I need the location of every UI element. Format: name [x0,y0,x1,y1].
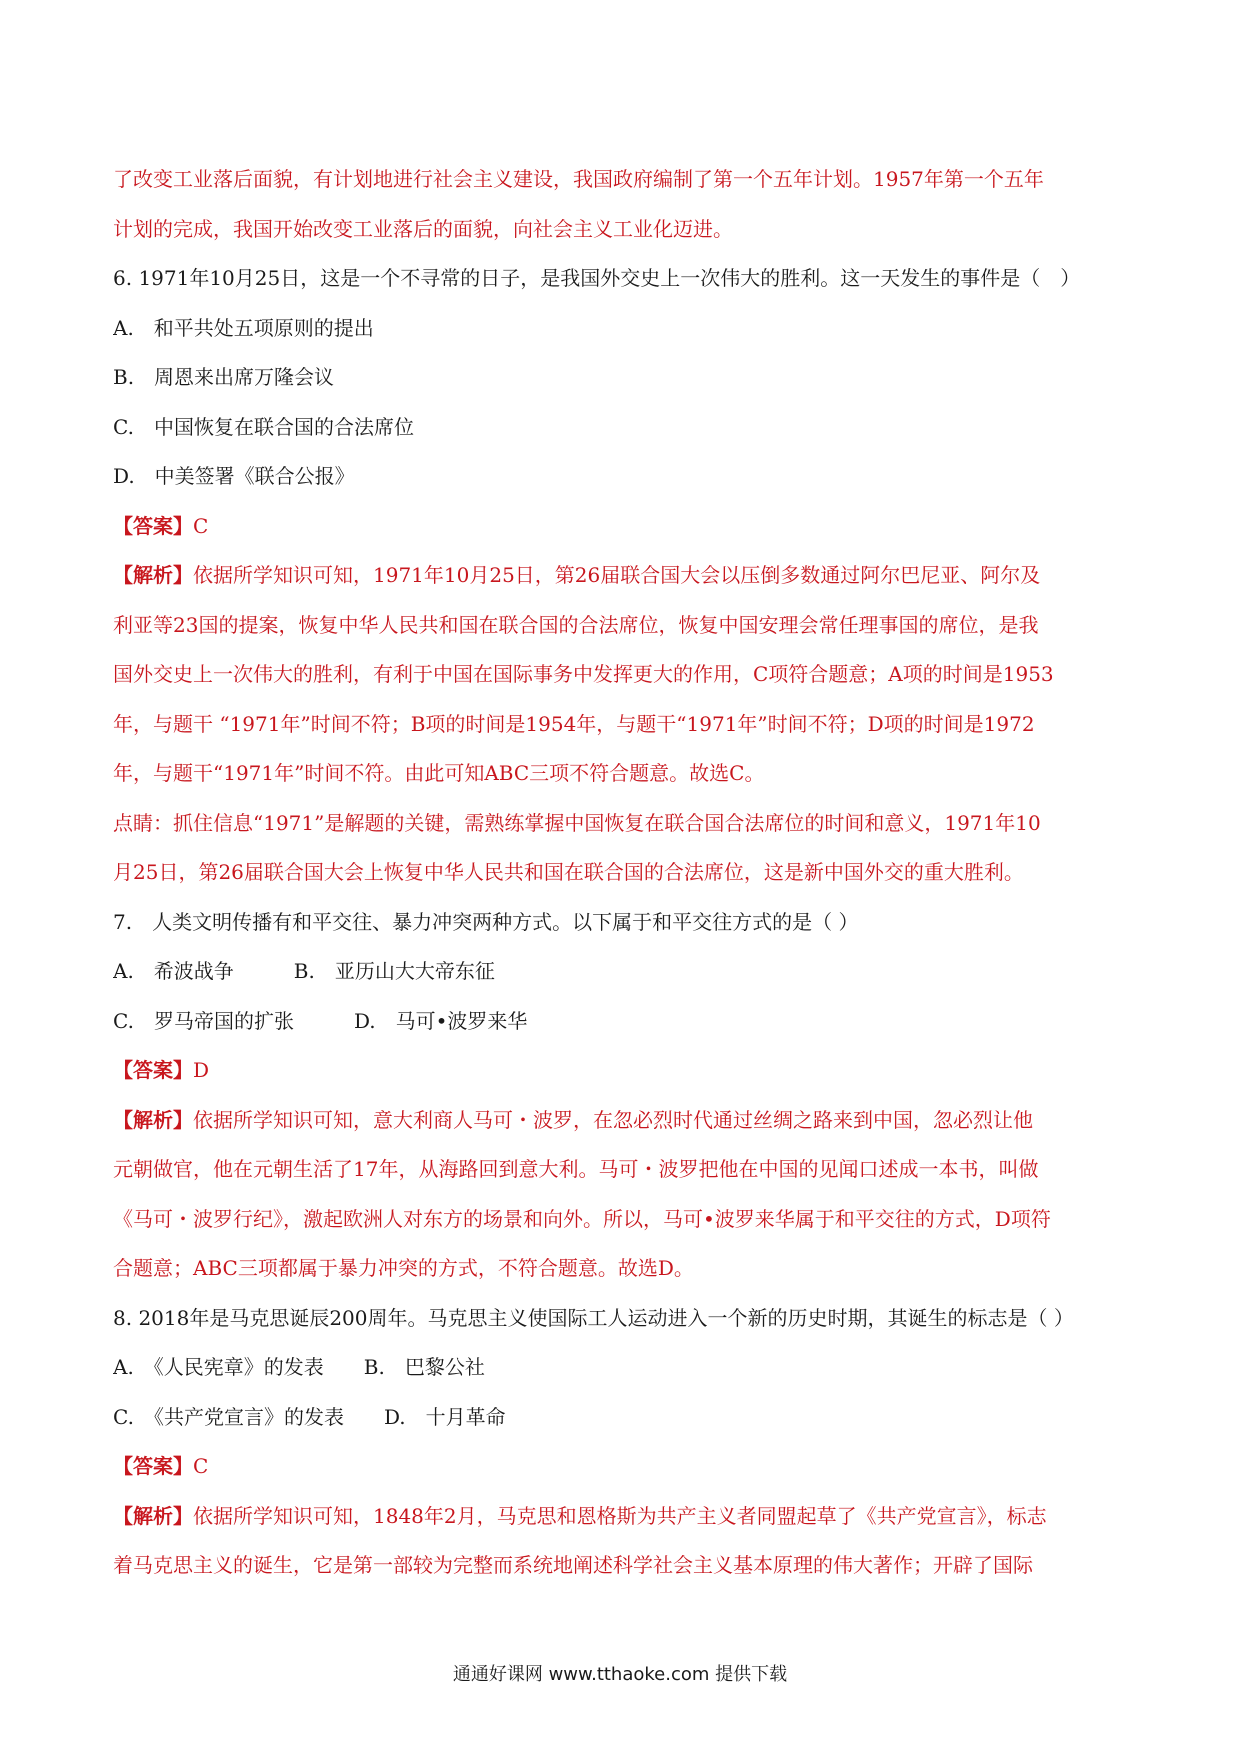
line-text: 点睛：抓住信息“1971”是解题的关键，需熟练掌握中国恢复在联合国合法席位的时间和意义，1971年10 [113,810,1041,835]
text-line [113,601,1133,651]
line-text: C. 中国恢复在联合国的合法席位 [113,414,414,439]
line-text: 利亚等23国的提案，恢复中华人民共和国在联合国的合法席位，恢复中国安理会常任理事国的席位，是我 [113,612,1039,637]
line-text: 了改变工业落后面貌，有计划地进行社会主义建设，我国政府编制了第一个五年计划。1957年第一个五年 [113,167,1044,191]
text-line [113,403,1133,453]
line-text: 元朝做官，他在元朝生活了17年，从海路回到意大利。马可・波罗把他在中国的见闻口述成一本书，叫做 [113,1157,1039,1181]
line-text: A. 希波战争 B. 亚历山大大帝东征 [113,959,495,983]
line-text: 合题意；ABC三项都属于暴力冲突的方式，不符合题意。故选D。 [113,1256,694,1280]
text-line [113,1294,1133,1344]
line-text: C. 《共产党宣言》的发表 D. 十月革命 [113,1404,506,1429]
text-line [113,155,1133,205]
footer-text: 通通好课网 www.tthaoke.com 提供下载 [452,1664,788,1685]
line-text: 依据所学知识可知，意大利商人马可・波罗，在忽必烈时代通过丝绸之路来到中国，忽必烈让他 [193,1107,1033,1132]
text-line [113,1145,1133,1195]
line-label: 【解析】 [113,563,193,587]
line-label: 【解析】 [113,1503,193,1528]
line-text: 6. 1971年10月25日，这是一个不寻常的日子，是我国外交史上一次伟大的胜利。这一天发生的事件是（ ） [113,266,1081,290]
text-line [113,650,1133,700]
text-line [113,1195,1133,1245]
line-text: 年，与题干“1971年”时间不符。由此可知ABC三项不符合题意。故选C。 [113,761,765,785]
text-line [113,1492,1133,1542]
text-line [113,254,1133,304]
text-line [113,1046,1133,1096]
text-line [113,304,1133,354]
text-line [113,848,1133,898]
line-label: 【答案】 [113,513,193,538]
text-line [113,947,1133,997]
line-text: 《马可・波罗行纪》，激起欧洲人对东方的场景和向外。所以，马可•波罗来华属于和平交往的方式，D项符 [113,1206,1051,1231]
text-line [113,749,1133,799]
text-line [113,1343,1133,1393]
line-text: D [193,1058,210,1082]
line-text: C [193,1454,209,1478]
text-line [113,1442,1133,1492]
line-text: 年，与题干 “1971年”时间不符；B项的时间是1954年，与题干“1971年”时间不符；D项的时间是1972 [113,711,1035,736]
text-line [113,551,1133,601]
text-line [113,1096,1133,1146]
text-line [113,1244,1133,1294]
document-body [113,155,1133,1591]
page-footer [0,1660,1240,1686]
line-text: 国外交史上一次伟大的胜利，有利于中国在国际事务中发挥更大的作用，C项符合题意；A项的时间是1953 [113,662,1054,686]
line-text: 8. 2018年是马克思诞辰200周年。马克思主义使国际工人运动进入一个新的历史时期，其诞生的标志是（ ） [113,1305,1074,1330]
line-text: B. 周恩来出席万隆会议 [113,365,335,389]
text-line [113,452,1133,502]
line-text: C. 罗马帝国的扩张 D. 马可•波罗来华 [113,1008,528,1033]
line-text: 依据所学知识可知，1971年10月25日，第26届联合国大会以压倒多数通过阿尔巴尼亚、阿尔及 [193,563,1041,587]
line-text: 依据所学知识可知，1848年2月，马克思和恩格斯为共产主义者同盟起草了《共产党宣言》，标志 [193,1503,1047,1528]
line-text: D. 中美签署《联合公报》 [113,464,355,488]
line-text: 计划的完成，我国开始改变工业落后的面貌，向社会主义工业化迈进。 [113,216,733,241]
line-label: 【答案】 [113,1058,193,1082]
text-line [113,997,1133,1047]
text-line [113,502,1133,552]
line-text: 着马克思主义的诞生，它是第一部较为完整而系统地阐述科学社会主义基本原理的伟大著作；开辟了国际 [113,1553,1033,1577]
text-line [113,1541,1133,1591]
line-text: C [193,513,209,538]
text-line [113,1393,1133,1443]
line-label: 【答案】 [113,1454,193,1478]
line-label: 【解析】 [113,1107,193,1132]
text-line [113,898,1133,948]
line-text: A. 和平共处五项原则的提出 [113,315,374,340]
line-text: A. 《人民宪章》的发表 B. 巴黎公社 [113,1355,485,1379]
text-line [113,700,1133,750]
text-line [113,353,1133,403]
line-text: 7. 人类文明传播有和平交往、暴力冲突两种方式。以下属于和平交往方式的是（ ） [113,909,859,934]
line-text: 月25日，第26届联合国大会上恢复中华人民共和国在联合国的合法席位，这是新中国外交的重大胜利。 [113,860,1024,884]
text-line [113,799,1133,849]
text-line [113,205,1133,255]
